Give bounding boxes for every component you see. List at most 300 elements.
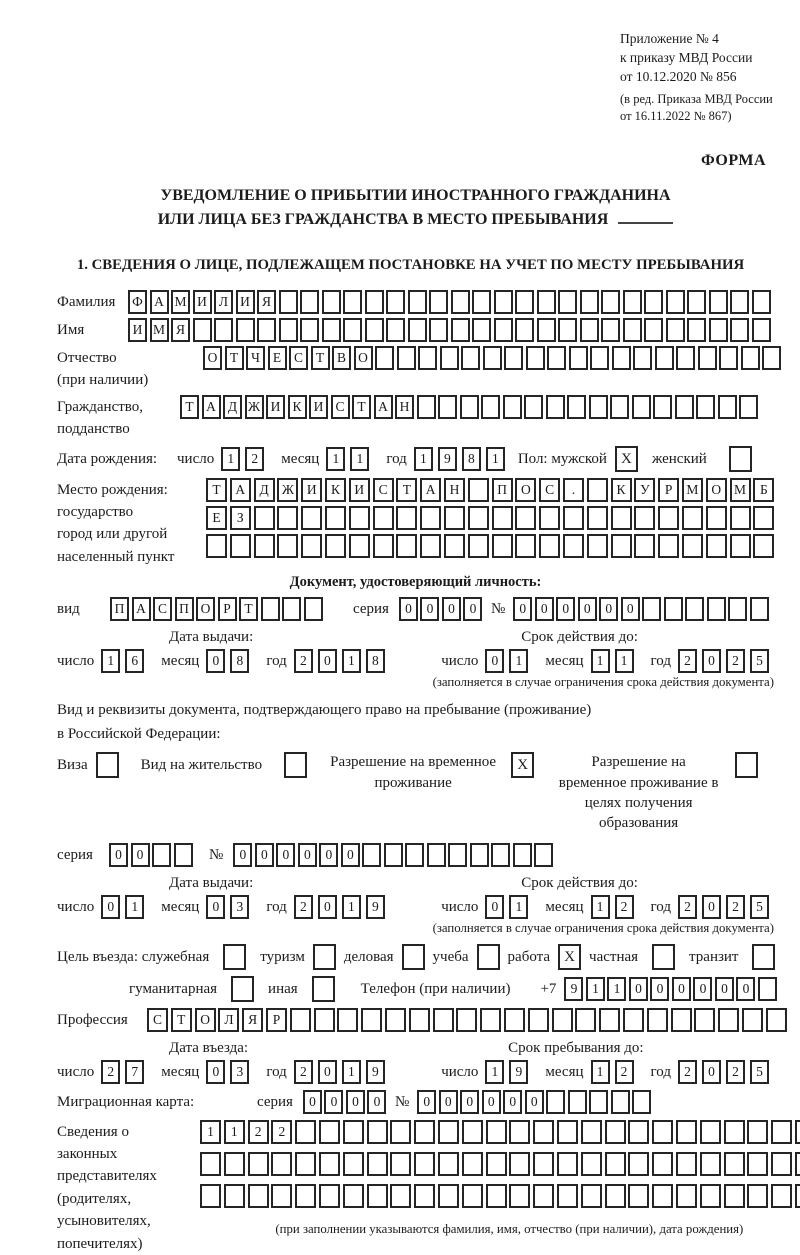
char-cell[interactable] — [503, 395, 522, 419]
char-cell[interactable]: 1 — [200, 1120, 221, 1144]
char-cell[interactable] — [533, 1184, 554, 1208]
char-cell[interactable]: 0 — [341, 843, 360, 867]
char-cell[interactable]: Т — [180, 395, 199, 419]
char-cell[interactable] — [271, 1184, 292, 1208]
char-cell[interactable] — [557, 1184, 578, 1208]
char-cell[interactable] — [409, 1008, 430, 1032]
date-digit-cell[interactable]: 1 — [414, 447, 433, 471]
purpose-other-checkbox[interactable] — [312, 976, 335, 1002]
char-cell[interactable]: 0 — [460, 1090, 479, 1114]
purpose-humanitarian-checkbox[interactable] — [231, 976, 254, 1002]
char-cell[interactable] — [730, 506, 751, 530]
char-cell[interactable] — [709, 318, 728, 342]
date-digit-cell[interactable]: 1 — [486, 447, 505, 471]
char-cell[interactable] — [486, 1120, 507, 1144]
char-cell[interactable] — [515, 534, 536, 558]
char-cell[interactable] — [509, 1152, 530, 1176]
char-cell[interactable] — [758, 977, 777, 1001]
date-digit-cell[interactable]: 1 — [591, 649, 610, 673]
char-cell[interactable] — [741, 346, 760, 370]
char-cell[interactable]: М — [150, 318, 169, 342]
char-cell[interactable]: П — [110, 597, 129, 621]
char-cell[interactable] — [343, 290, 362, 314]
char-cell[interactable]: В — [332, 346, 351, 370]
char-cell[interactable] — [633, 346, 652, 370]
char-cell[interactable]: 0 — [346, 1090, 365, 1114]
char-cell[interactable]: 0 — [650, 977, 669, 1001]
char-cell[interactable] — [325, 506, 346, 530]
char-cell[interactable] — [515, 290, 534, 314]
visa-checkbox[interactable] — [96, 752, 119, 778]
char-cell[interactable] — [558, 318, 577, 342]
date-digit-cell[interactable]: 3 — [230, 1060, 249, 1084]
char-cell[interactable] — [750, 597, 769, 621]
date-digit-cell[interactable]: 0 — [318, 895, 337, 919]
char-cell[interactable]: 0 — [367, 1090, 386, 1114]
char-cell[interactable] — [675, 395, 694, 419]
char-cell[interactable]: 2 — [271, 1120, 292, 1144]
date-digit-cell[interactable]: 2 — [294, 895, 313, 919]
char-cell[interactable] — [575, 1008, 596, 1032]
char-cell[interactable] — [375, 346, 394, 370]
char-cell[interactable] — [707, 597, 726, 621]
char-cell[interactable] — [644, 318, 663, 342]
char-cell[interactable] — [694, 1008, 715, 1032]
char-cell[interactable] — [271, 1152, 292, 1176]
char-cell[interactable] — [444, 534, 465, 558]
char-cell[interactable] — [384, 843, 403, 867]
char-cell[interactable] — [685, 597, 704, 621]
char-cell[interactable]: Т — [239, 597, 258, 621]
char-cell[interactable] — [724, 1120, 745, 1144]
date-digit-cell[interactable]: 0 — [318, 1060, 337, 1084]
char-cell[interactable] — [552, 1008, 573, 1032]
char-cell[interactable]: 0 — [525, 1090, 544, 1114]
char-cell[interactable] — [718, 395, 737, 419]
char-cell[interactable] — [373, 534, 394, 558]
char-cell[interactable] — [515, 318, 534, 342]
char-cell[interactable]: А — [150, 290, 169, 314]
char-cell[interactable] — [438, 1152, 459, 1176]
char-cell[interactable] — [174, 843, 193, 867]
char-cell[interactable] — [420, 534, 441, 558]
char-cell[interactable] — [719, 346, 738, 370]
char-cell[interactable] — [557, 1152, 578, 1176]
char-cell[interactable]: У — [634, 478, 655, 502]
char-cell[interactable] — [599, 1008, 620, 1032]
char-cell[interactable] — [367, 1152, 388, 1176]
date-digit-cell[interactable]: 2 — [294, 1060, 313, 1084]
char-cell[interactable]: И — [309, 395, 328, 419]
char-cell[interactable]: Д — [254, 478, 275, 502]
char-cell[interactable] — [200, 1152, 221, 1176]
char-cell[interactable] — [730, 318, 749, 342]
char-cell[interactable] — [491, 843, 510, 867]
char-cell[interactable] — [676, 1184, 697, 1208]
char-cell[interactable]: О — [196, 597, 215, 621]
date-digit-cell[interactable]: 2 — [678, 895, 697, 919]
char-cell[interactable] — [605, 1184, 626, 1208]
char-cell[interactable]: И — [236, 290, 255, 314]
char-cell[interactable] — [652, 1152, 673, 1176]
char-cell[interactable] — [569, 346, 588, 370]
char-cell[interactable]: П — [175, 597, 194, 621]
char-cell[interactable] — [539, 534, 560, 558]
char-cell[interactable] — [224, 1184, 245, 1208]
char-cell[interactable] — [623, 290, 642, 314]
char-cell[interactable] — [739, 395, 758, 419]
char-cell[interactable] — [753, 534, 774, 558]
char-cell[interactable] — [429, 318, 448, 342]
char-cell[interactable]: Е — [206, 506, 227, 530]
char-cell[interactable] — [480, 1008, 501, 1032]
char-cell[interactable]: 0 — [578, 597, 597, 621]
purpose-tourism-checkbox[interactable] — [313, 944, 336, 970]
char-cell[interactable]: Я — [171, 318, 190, 342]
char-cell[interactable]: Р — [218, 597, 237, 621]
char-cell[interactable]: Н — [444, 478, 465, 502]
char-cell[interactable] — [314, 1008, 335, 1032]
char-cell[interactable] — [325, 534, 346, 558]
date-digit-cell[interactable]: 1 — [485, 1060, 504, 1084]
date-digit-cell[interactable]: 8 — [230, 649, 249, 673]
date-digit-cell[interactable]: 0 — [485, 649, 504, 673]
char-cell[interactable]: М — [171, 290, 190, 314]
char-cell[interactable]: 0 — [621, 597, 640, 621]
char-cell[interactable] — [279, 290, 298, 314]
char-cell[interactable] — [427, 843, 446, 867]
char-cell[interactable] — [414, 1184, 435, 1208]
char-cell[interactable] — [429, 290, 448, 314]
char-cell[interactable] — [628, 1120, 649, 1144]
char-cell[interactable] — [634, 534, 655, 558]
char-cell[interactable]: 0 — [233, 843, 252, 867]
sex-male-checkbox[interactable]: X — [615, 446, 638, 472]
char-cell[interactable] — [605, 1120, 626, 1144]
char-cell[interactable] — [605, 1152, 626, 1176]
date-digit-cell[interactable]: 8 — [366, 649, 385, 673]
char-cell[interactable] — [658, 506, 679, 530]
char-cell[interactable] — [343, 1184, 364, 1208]
char-cell[interactable] — [408, 318, 427, 342]
char-cell[interactable]: 0 — [503, 1090, 522, 1114]
char-cell[interactable]: А — [132, 597, 151, 621]
char-cell[interactable] — [557, 1120, 578, 1144]
char-cell[interactable]: 0 — [513, 597, 532, 621]
char-cell[interactable] — [486, 1152, 507, 1176]
char-cell[interactable] — [367, 1120, 388, 1144]
date-digit-cell[interactable]: 1 — [125, 895, 144, 919]
char-cell[interactable]: 0 — [417, 1090, 436, 1114]
char-cell[interactable] — [558, 290, 577, 314]
char-cell[interactable] — [611, 1090, 630, 1114]
char-cell[interactable] — [214, 318, 233, 342]
purpose-study-checkbox[interactable] — [477, 944, 500, 970]
char-cell[interactable] — [747, 1120, 768, 1144]
char-cell[interactable] — [752, 318, 771, 342]
date-digit-cell[interactable]: 9 — [509, 1060, 528, 1084]
char-cell[interactable]: И — [266, 395, 285, 419]
char-cell[interactable]: 2 — [248, 1120, 269, 1144]
date-digit-cell[interactable]: 1 — [591, 895, 610, 919]
char-cell[interactable]: О — [706, 478, 727, 502]
char-cell[interactable]: 0 — [482, 1090, 501, 1114]
char-cell[interactable]: 0 — [319, 843, 338, 867]
char-cell[interactable]: Д — [223, 395, 242, 419]
char-cell[interactable]: А — [202, 395, 221, 419]
char-cell[interactable] — [513, 843, 532, 867]
char-cell[interactable] — [718, 1008, 739, 1032]
char-cell[interactable]: М — [682, 478, 703, 502]
char-cell[interactable] — [524, 395, 543, 419]
date-digit-cell[interactable]: 1 — [615, 649, 634, 673]
char-cell[interactable]: Я — [257, 290, 276, 314]
char-cell[interactable] — [762, 346, 781, 370]
char-cell[interactable] — [365, 290, 384, 314]
char-cell[interactable]: К — [288, 395, 307, 419]
char-cell[interactable] — [206, 534, 227, 558]
char-cell[interactable] — [405, 843, 424, 867]
char-cell[interactable]: С — [153, 597, 172, 621]
char-cell[interactable]: 1 — [607, 977, 626, 1001]
char-cell[interactable]: Ж — [277, 478, 298, 502]
char-cell[interactable] — [494, 318, 513, 342]
char-cell[interactable] — [451, 290, 470, 314]
char-cell[interactable] — [492, 506, 513, 530]
char-cell[interactable]: К — [325, 478, 346, 502]
date-digit-cell[interactable]: 0 — [101, 895, 120, 919]
char-cell[interactable] — [724, 1184, 745, 1208]
char-cell[interactable] — [698, 346, 717, 370]
char-cell[interactable]: С — [539, 478, 560, 502]
purpose-work-checkbox[interactable]: X — [558, 944, 581, 970]
char-cell[interactable]: И — [349, 478, 370, 502]
char-cell[interactable] — [492, 534, 513, 558]
char-cell[interactable] — [472, 290, 491, 314]
char-cell[interactable] — [470, 843, 489, 867]
date-digit-cell[interactable]: 0 — [206, 895, 225, 919]
char-cell[interactable]: С — [289, 346, 308, 370]
char-cell[interactable] — [666, 318, 685, 342]
char-cell[interactable] — [589, 395, 608, 419]
char-cell[interactable]: 0 — [535, 597, 554, 621]
char-cell[interactable] — [709, 290, 728, 314]
char-cell[interactable]: Я — [242, 1008, 263, 1032]
temp-permit-checkbox[interactable]: X — [511, 752, 534, 778]
char-cell[interactable] — [652, 1184, 673, 1208]
char-cell[interactable]: С — [373, 478, 394, 502]
char-cell[interactable]: 0 — [599, 597, 618, 621]
char-cell[interactable] — [494, 290, 513, 314]
char-cell[interactable] — [534, 843, 553, 867]
date-digit-cell[interactable]: 1 — [509, 649, 528, 673]
char-cell[interactable] — [414, 1120, 435, 1144]
char-cell[interactable] — [752, 290, 771, 314]
char-cell[interactable]: 0 — [131, 843, 150, 867]
date-digit-cell[interactable]: 9 — [366, 1060, 385, 1084]
char-cell[interactable] — [460, 395, 479, 419]
char-cell[interactable] — [254, 506, 275, 530]
char-cell[interactable]: Т — [225, 346, 244, 370]
char-cell[interactable] — [224, 1152, 245, 1176]
char-cell[interactable] — [632, 395, 651, 419]
char-cell[interactable] — [396, 506, 417, 530]
char-cell[interactable] — [468, 478, 489, 502]
char-cell[interactable] — [486, 1184, 507, 1208]
char-cell[interactable] — [343, 1152, 364, 1176]
char-cell[interactable] — [696, 395, 715, 419]
char-cell[interactable] — [230, 534, 251, 558]
char-cell[interactable] — [664, 597, 683, 621]
char-cell[interactable]: 0 — [693, 977, 712, 1001]
char-cell[interactable] — [279, 318, 298, 342]
char-cell[interactable] — [581, 1184, 602, 1208]
date-digit-cell[interactable]: 9 — [438, 447, 457, 471]
char-cell[interactable]: И — [128, 318, 147, 342]
char-cell[interactable] — [700, 1184, 721, 1208]
char-cell[interactable]: С — [147, 1008, 168, 1032]
char-cell[interactable]: 0 — [255, 843, 274, 867]
char-cell[interactable]: С — [331, 395, 350, 419]
purpose-private-checkbox[interactable] — [652, 944, 675, 970]
char-cell[interactable]: Ч — [246, 346, 265, 370]
date-digit-cell[interactable]: 2 — [726, 895, 745, 919]
char-cell[interactable]: И — [301, 478, 322, 502]
date-digit-cell[interactable]: 2 — [615, 1060, 634, 1084]
char-cell[interactable] — [509, 1184, 530, 1208]
char-cell[interactable] — [365, 318, 384, 342]
char-cell[interactable] — [386, 290, 405, 314]
char-cell[interactable] — [300, 318, 319, 342]
char-cell[interactable] — [236, 318, 255, 342]
char-cell[interactable]: О — [203, 346, 222, 370]
char-cell[interactable]: Н — [395, 395, 414, 419]
char-cell[interactable] — [547, 346, 566, 370]
char-cell[interactable] — [766, 1008, 787, 1032]
char-cell[interactable] — [642, 597, 661, 621]
char-cell[interactable] — [682, 506, 703, 530]
char-cell[interactable] — [361, 1008, 382, 1032]
char-cell[interactable]: А — [420, 478, 441, 502]
char-cell[interactable] — [652, 1120, 673, 1144]
char-cell[interactable] — [612, 346, 631, 370]
edu-permit-checkbox[interactable] — [735, 752, 758, 778]
char-cell[interactable] — [417, 395, 436, 419]
char-cell[interactable] — [337, 1008, 358, 1032]
char-cell[interactable] — [468, 506, 489, 530]
char-cell[interactable] — [248, 1152, 269, 1176]
char-cell[interactable] — [601, 318, 620, 342]
char-cell[interactable] — [322, 290, 341, 314]
char-cell[interactable] — [462, 1184, 483, 1208]
char-cell[interactable] — [546, 1090, 565, 1114]
char-cell[interactable] — [706, 506, 727, 530]
char-cell[interactable] — [580, 318, 599, 342]
char-cell[interactable] — [319, 1152, 340, 1176]
char-cell[interactable] — [438, 395, 457, 419]
char-cell[interactable] — [687, 290, 706, 314]
char-cell[interactable]: 0 — [736, 977, 755, 1001]
char-cell[interactable] — [277, 534, 298, 558]
char-cell[interactable]: 0 — [303, 1090, 322, 1114]
char-cell[interactable] — [623, 1008, 644, 1032]
char-cell[interactable] — [456, 1008, 477, 1032]
char-cell[interactable]: П — [492, 478, 513, 502]
char-cell[interactable] — [301, 534, 322, 558]
char-cell[interactable] — [367, 1184, 388, 1208]
char-cell[interactable] — [655, 346, 674, 370]
char-cell[interactable]: Ж — [245, 395, 264, 419]
char-cell[interactable] — [349, 534, 370, 558]
char-cell[interactable] — [644, 290, 663, 314]
date-digit-cell[interactable]: 2 — [678, 1060, 697, 1084]
char-cell[interactable]: К — [611, 478, 632, 502]
residence-permit-checkbox[interactable] — [284, 752, 307, 778]
date-digit-cell[interactable]: 2 — [294, 649, 313, 673]
date-digit-cell[interactable]: 2 — [726, 1060, 745, 1084]
char-cell[interactable] — [563, 506, 584, 530]
char-cell[interactable]: 0 — [442, 597, 461, 621]
char-cell[interactable]: Т — [352, 395, 371, 419]
char-cell[interactable] — [483, 346, 502, 370]
char-cell[interactable] — [481, 395, 500, 419]
char-cell[interactable] — [628, 1184, 649, 1208]
char-cell[interactable]: 0 — [109, 843, 128, 867]
char-cell[interactable] — [587, 478, 608, 502]
char-cell[interactable]: 0 — [556, 597, 575, 621]
char-cell[interactable]: 0 — [298, 843, 317, 867]
char-cell[interactable] — [257, 318, 276, 342]
char-cell[interactable] — [472, 318, 491, 342]
date-digit-cell[interactable]: 6 — [125, 649, 144, 673]
char-cell[interactable] — [362, 843, 381, 867]
char-cell[interactable] — [611, 534, 632, 558]
char-cell[interactable] — [282, 597, 301, 621]
char-cell[interactable] — [634, 506, 655, 530]
char-cell[interactable] — [730, 534, 751, 558]
char-cell[interactable] — [682, 534, 703, 558]
char-cell[interactable] — [444, 506, 465, 530]
char-cell[interactable]: 1 — [224, 1120, 245, 1144]
date-digit-cell[interactable]: 1 — [221, 447, 240, 471]
char-cell[interactable]: З — [230, 506, 251, 530]
char-cell[interactable]: Е — [268, 346, 287, 370]
date-digit-cell[interactable]: 0 — [206, 1060, 225, 1084]
char-cell[interactable] — [528, 1008, 549, 1032]
char-cell[interactable] — [676, 1152, 697, 1176]
char-cell[interactable] — [295, 1120, 316, 1144]
char-cell[interactable]: И — [193, 290, 212, 314]
char-cell[interactable] — [295, 1152, 316, 1176]
char-cell[interactable] — [706, 534, 727, 558]
char-cell[interactable] — [385, 1008, 406, 1032]
char-cell[interactable] — [795, 1152, 800, 1176]
char-cell[interactable] — [451, 318, 470, 342]
char-cell[interactable] — [537, 290, 556, 314]
char-cell[interactable]: 9 — [564, 977, 583, 1001]
char-cell[interactable] — [742, 1008, 763, 1032]
char-cell[interactable] — [610, 395, 629, 419]
char-cell[interactable] — [349, 506, 370, 530]
char-cell[interactable]: 0 — [439, 1090, 458, 1114]
char-cell[interactable] — [601, 290, 620, 314]
char-cell[interactable]: О — [354, 346, 373, 370]
char-cell[interactable] — [623, 318, 642, 342]
date-digit-cell[interactable]: 1 — [342, 895, 361, 919]
char-cell[interactable]: 0 — [715, 977, 734, 1001]
char-cell[interactable] — [414, 1152, 435, 1176]
char-cell[interactable] — [647, 1008, 668, 1032]
